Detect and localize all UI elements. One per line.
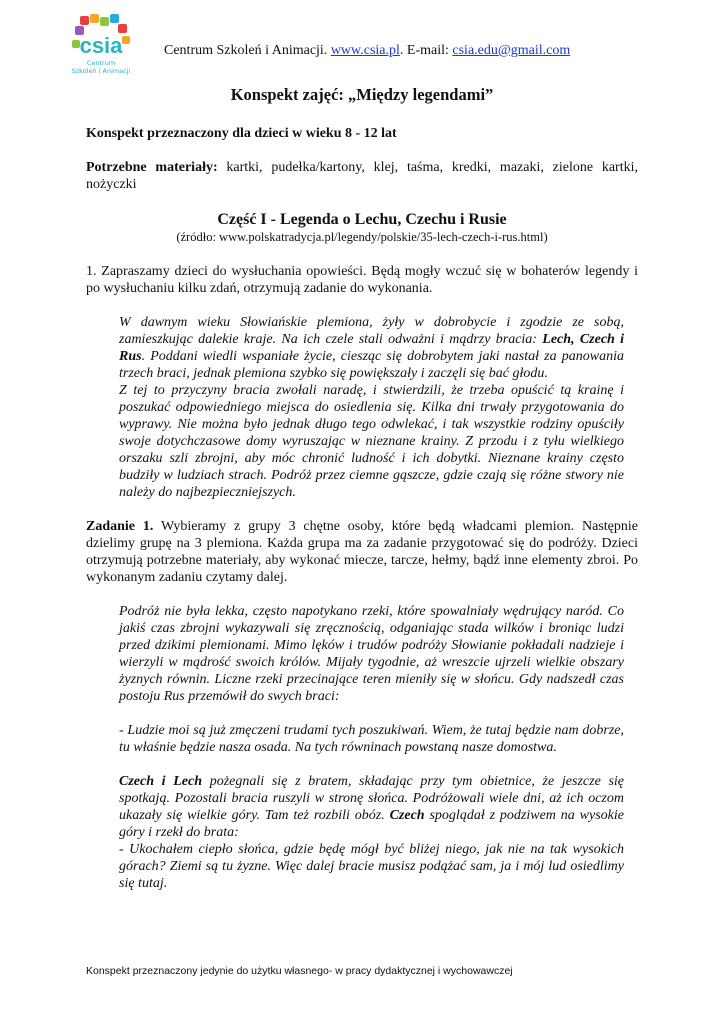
story-text: spoglądał z podziwem na wysokie góry i rzekł do brata: xyxy=(119,808,625,840)
section-title: Część I - Legenda o Lechu, Czechu i Rusie xyxy=(217,211,507,228)
story-paragraph xyxy=(119,314,624,382)
brothers-names: Czech i Lech xyxy=(119,774,203,789)
story-paragraph xyxy=(119,773,624,841)
website-link[interactable]: www.csia.pl xyxy=(330,43,400,58)
materials-text: kartki, pudełka/kartony, klej, taśma, kredki, mazaki, zielone kartki, nożyczki xyxy=(86,160,638,192)
logo-text: csia xyxy=(79,33,123,58)
task-1-text: Wybieramy z grupy 3 chętne osoby, które będą władcami plemion. Następnie dzielimy grupę na 3 plemiona. Każda grupa ma za zadanie przygotować się do podróży. Dzieci otrzymują potrzebne materiały, aby wykonać miecze, tarcze, hełmy, bądź inne elementy zbroi. Po wykonanym zadaniu czytamy dalej. xyxy=(86,519,638,585)
age-line: Konspekt przeznaczony dla dzieci w wieku 8 - 12 lat xyxy=(86,126,397,141)
story-text: pożegnali się z bratem, składając przy tym obietnice, że jeszcze się spotkają. Pozostali bracia ruszyli w stronę słońca. Podróżowali wiele dni, aż ich oczom ukazały się wielkie góry. Tam też rozbili obóz. xyxy=(119,774,625,823)
materials-paragraph xyxy=(86,159,638,193)
story-block-2 xyxy=(119,603,624,892)
story-paragraph: Z tej to przyczyny bracia zwołali naradę, i stwierdzili, że trzeba opuścić tą krainę i poszukać odpowiedniego miejsca do osiedlenia się. Kilka dni trwały przygotowania do wyprawy. Nie można było jednak długo tego odwlekać, i tak wszystkie rodziny opuściły swoje dotychczasowe domy wyruszając w nieznane krainy. Z przodu i z tyłu wielkiego orszaku szli zbrojni, aby móc chronić ludność i ich dobytki. Nieznane krainy często budziły w ludziach strach. Podróż przez ciemne gąszcze, gdzie czają się różne stwory nie należy do najbezpieczniejszych. xyxy=(119,383,624,500)
csia-logo xyxy=(62,12,140,82)
intro-paragraph: 1. Zapraszamy dzieci do wysłuchania opowieści. Będą mogły wczuć się w bohaterów legendy i po wysłuchaniu kilku zdań, otrzymują zadanie do wykonania. xyxy=(86,264,638,296)
czech-name: Czech xyxy=(389,808,425,823)
story-block-1 xyxy=(119,314,624,501)
page-header xyxy=(62,12,682,82)
materials-label: Potrzebne materiały: xyxy=(86,160,218,175)
story-text: . Poddani wiedli wspaniałe życie, ciesząc się dobrobytem jaki nastał za panowania trzech braci, jednak plemiona szybko się powiększały i zaczęli się bać głodu. xyxy=(119,349,624,381)
task-1-label: Zadanie 1. xyxy=(86,519,154,534)
email-label: . E-mail: xyxy=(399,43,449,58)
header-contact xyxy=(164,43,570,59)
task-1-paragraph xyxy=(86,518,638,586)
story-paragraph: - Ludzie moi są już zmęczeni trudami tych poszukiwań. Wiem, że tutaj będzie nam dobrze, tu właśnie będzie nasza osada. Na tych równinach powstaną nasze domostwa. xyxy=(119,723,624,755)
document-title: Konspekt zajęć: „Między legendami” xyxy=(230,85,494,104)
story-paragraph: Podróż nie była lekka, często napotykano rzeki, które spowalniały wędrujący naród. Co jakiś czas zbrojni wykazywali się zręcznością, odganiając stada wilków i broniąc ludzi przed dzikimi plemionami. Mimo lęków i trudów podróży Słowianie pokładali nadzieje i wierzyli w mądrość swoich królów. Mijały tygodnie, aż wreszcie ujrzeli wielkie obszary żyznych równin. Liczne rzeki przecinające teren mieniły się w słońcu. Gdy nadszedł czas postoju Rus przemówił do swych braci: xyxy=(119,604,624,704)
email-link[interactable]: csia.edu@gmail.com xyxy=(452,43,571,58)
source-line: (źródło: www.polskatradycja.pl/legendy/polskie/35-lech-czech-i-rus.html) xyxy=(176,230,548,244)
story-paragraph: - Ukochałem ciepło słońca, gdzie będę mógł być bliżej niego, jak nie na tak wysokich górach? Ziemi są tu żyzne. Więc dalej bracie musisz podążać sam, ja i mój lud osiedlimy się tutaj. xyxy=(119,842,624,891)
logo-subtitle-2: Szkoleń i Animacji xyxy=(71,67,131,75)
page-footer: Konspekt przeznaczony jedynie do użytku własnego- w pracy dydaktycznej i wychowawczej xyxy=(86,965,513,977)
story-text: W dawnym wieku Słowiańskie plemiona, żyły w dobrobycie i zgodzie ze sobą, zamieszkując dalekie kraje. Na ich czele stali odważni i mądrzy bracia: xyxy=(119,315,624,347)
org-name: Centrum Szkoleń i Animacji. xyxy=(164,43,328,58)
brothers-names: Lech, Czech i Rus xyxy=(119,332,624,364)
document-body xyxy=(86,86,638,892)
logo-subtitle-1: Centrum xyxy=(86,59,116,67)
